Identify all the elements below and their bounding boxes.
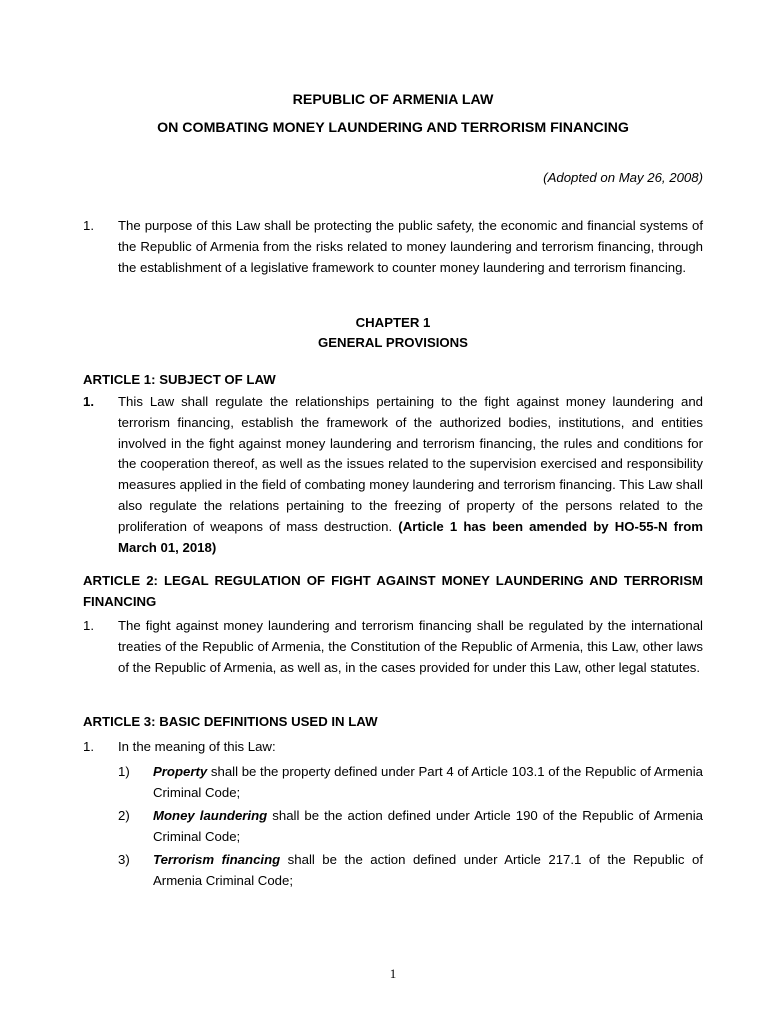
document-title-line1: REPUBLIC OF ARMENIA LAW [292, 92, 494, 108]
article-1-heading: ARTICLE 1: SUBJECT OF LAW [83, 372, 276, 387]
chapter-title: GENERAL PROVISIONS [318, 335, 468, 350]
article-3-number: 1. [83, 739, 94, 754]
article-2-number: 1. [83, 618, 94, 633]
article-3-heading: ARTICLE 3: BASIC DEFINITIONS USED IN LAW [83, 714, 378, 729]
preamble-text: The purpose of this Law shall be protecting the public safety, the economic and financial systems of the Republic of Armenia from the risks related to money laundering and terrorism financing, through the establishment of a legislative framework to counter money laundering and terrorism financing. [118, 218, 703, 275]
article-1-text [118, 392, 703, 558]
definition-2 [153, 806, 703, 848]
preamble-number: 1. [83, 218, 94, 233]
definition-3 [153, 850, 703, 892]
definition-3-number: 3) [118, 852, 130, 867]
definition-3-text: shall be the action defined under Article 217.1 of the Republic of Armenia Criminal Code; [153, 852, 703, 888]
article-3-intro: In the meaning of this Law: [118, 739, 276, 754]
definition-2-term: Money laundering [153, 808, 268, 823]
definition-3-term: Terrorism financing [153, 852, 281, 867]
definition-2-text: shall be the action defined under Article 190 of the Republic of Armenia Criminal Code; [153, 808, 703, 844]
page-number: 1 [389, 966, 397, 981]
article-1-body: This Law shall regulate the relationships pertaining to the fight against money laundering and terrorism financing, establish the framework of the authorized bodies, institutions, and entities involved in the fight against money laundering and terrorism financing, the rules and conditions for the cooperation thereof, as well as the issues related to the supervision exercised and responsibility measures applied in the field of combating money laundering and terrorism financing. This Law shall also regulate the relations pertaining to the freezing of property of the persons related to the proliferation of weapons of mass destruction. [118, 394, 703, 534]
definition-1-number: 1) [118, 764, 130, 779]
definition-2-number: 2) [118, 808, 130, 823]
article-1-amendment: (Article 1 has been amended by HO-55-N from March 01, 2018) [118, 518, 703, 555]
article-2-text: The fight against money laundering and terrorism financing shall be regulated by the international treaties of the Republic of Armenia, the Constitution of the Republic of Armenia, this Law, other laws of the Republic of Armenia, as well as, in the cases provided for under this Law, other legal statutes. [118, 618, 703, 675]
article-1-number: 1. [83, 394, 94, 409]
definition-1 [153, 762, 703, 804]
definition-1-term: Property [153, 764, 208, 779]
chapter-number: CHAPTER 1 [355, 315, 431, 330]
article-2-heading: ARTICLE 2: LEGAL REGULATION OF FIGHT AGAINST MONEY LAUNDERING AND TERRORISM FINANCING [83, 573, 703, 609]
definition-1-text: shall be the property defined under Part 4 of Article 103.1 of the Republic of Armenia Criminal Code; [153, 764, 703, 800]
document-title-line2: ON COMBATING MONEY LAUNDERING AND TERRORISM FINANCING [157, 120, 629, 136]
adoption-date: (Adopted on May 26, 2008) [543, 170, 703, 185]
